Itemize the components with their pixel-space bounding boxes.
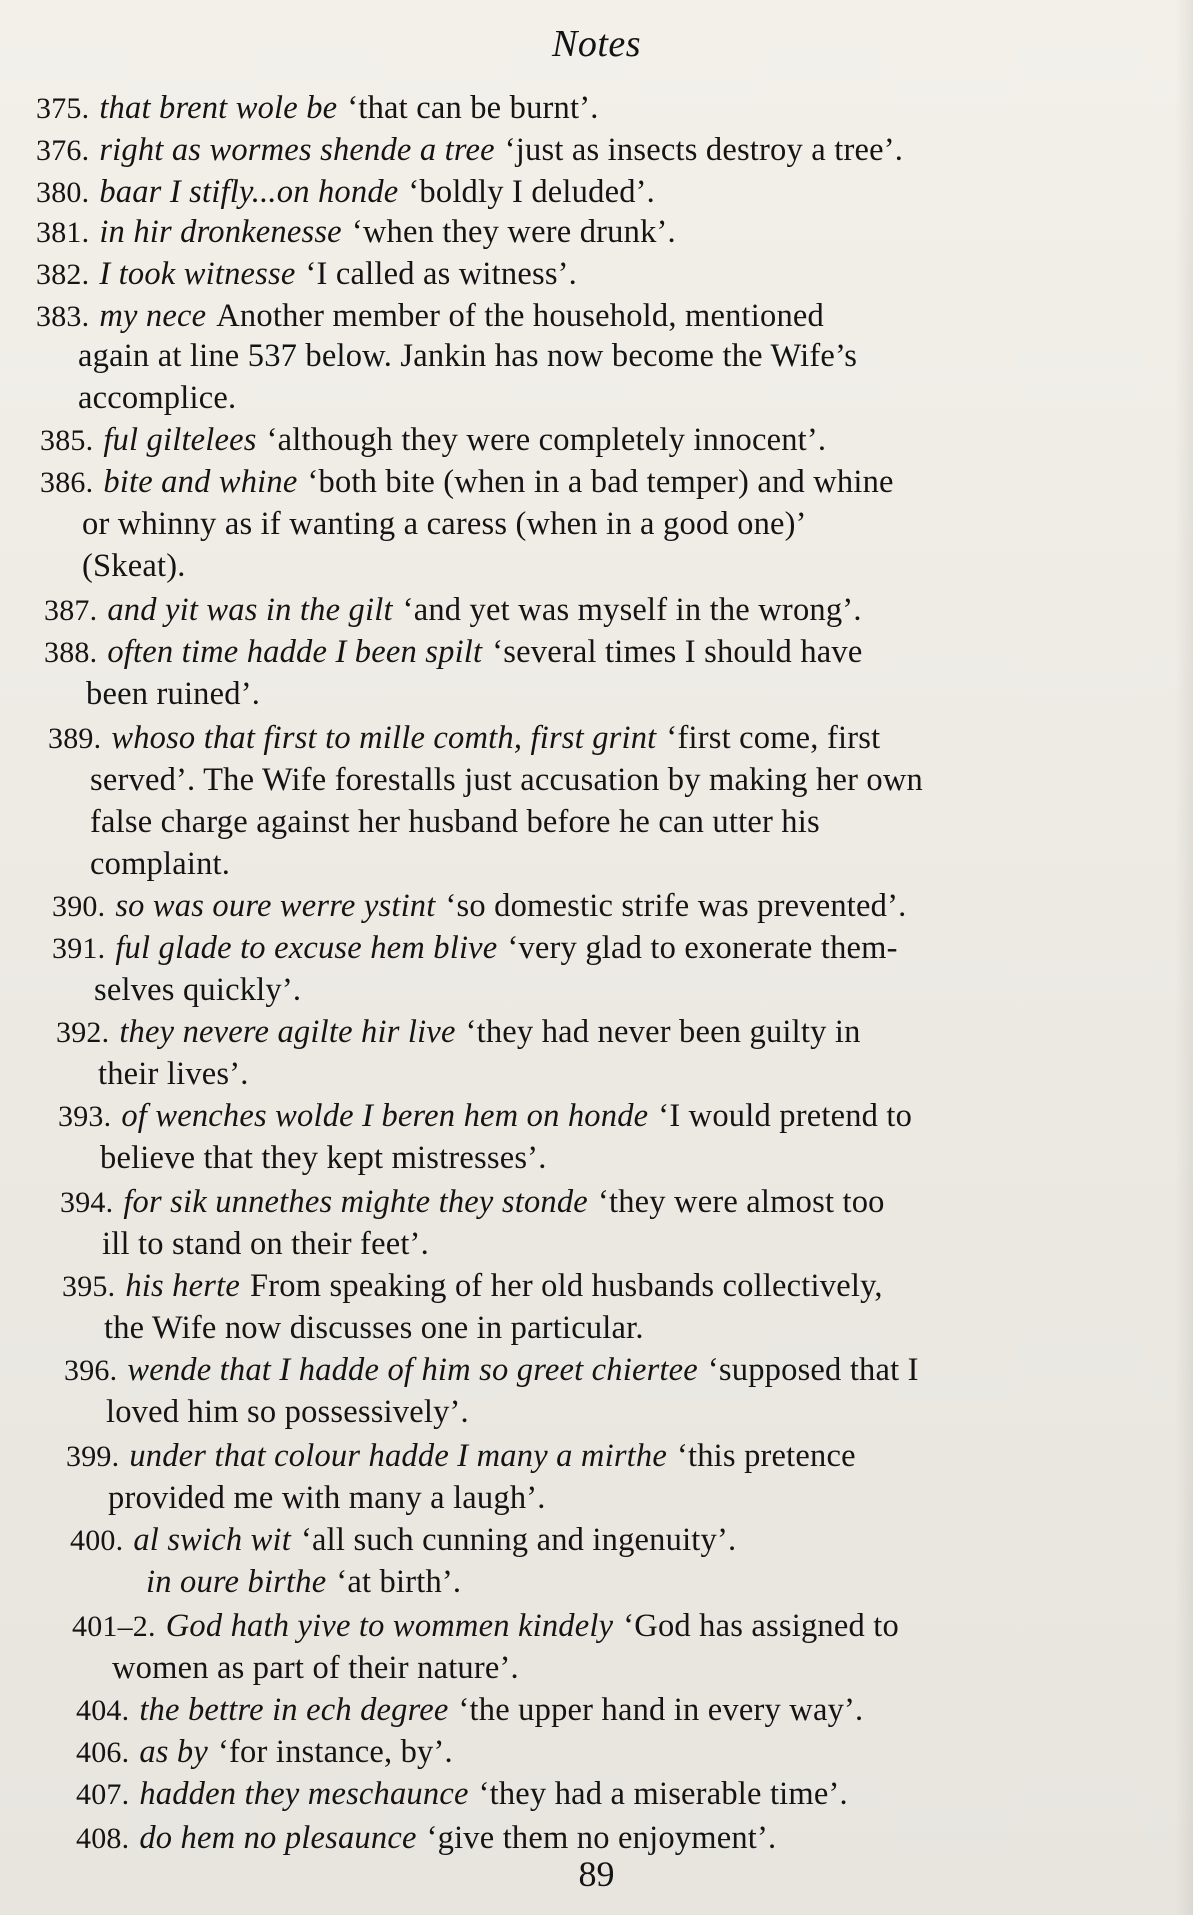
note-continuation-line: or whinny as if wanting a caress (when in a good one)’ <box>82 506 807 542</box>
note-first-line <box>52 928 898 969</box>
note-lemma: baar I stifly...on honde <box>99 174 399 210</box>
note-continuation-line: selves quickly’. <box>94 972 302 1008</box>
note-continuation-line: false charge against her husband before he can utter his <box>90 804 820 840</box>
line-number: 406. <box>76 1736 130 1769</box>
note-gloss: ‘several times I should have <box>492 634 863 670</box>
note-lemma: in hir dronkenesse <box>99 214 342 250</box>
note-gloss: ‘all such cunning and ingenuity’. <box>301 1522 737 1558</box>
note-gloss: ‘first come, first <box>666 720 881 756</box>
note-continuation-line: ill to stand on their feet’. <box>102 1226 429 1262</box>
line-number: 388. <box>44 636 98 669</box>
note-first-line <box>70 1520 736 1561</box>
note-continuation-line: complaint. <box>90 846 231 882</box>
note-gloss: ‘when they were drunk’. <box>351 214 676 250</box>
note-lemma: of wenches wolde I beren hem on honde <box>121 1098 649 1134</box>
line-number: 392. <box>56 1016 110 1049</box>
line-number: 382. <box>36 258 90 291</box>
line-number: 389. <box>48 722 102 755</box>
line-number: 390. <box>52 890 106 923</box>
line-number: 381. <box>36 216 90 249</box>
note-lemma: for sik unnethes mighte they stonde <box>123 1184 588 1220</box>
note-gloss: ‘and yet was myself in the wrong’. <box>402 592 862 628</box>
note-gloss: ‘this pretence <box>676 1438 856 1474</box>
note-lemma: hadden they meschaunce <box>139 1776 469 1812</box>
line-number: 408. <box>76 1822 130 1855</box>
note-lemma: and yit was in the gilt <box>107 592 393 628</box>
note-gloss: ‘both bite (when in a bad temper) and whine <box>307 464 894 500</box>
note-first-line <box>66 1436 856 1477</box>
note-lemma: I took witnesse <box>99 256 296 292</box>
note-first-line <box>36 296 824 337</box>
line-number: 401–2. <box>72 1610 156 1643</box>
note-first-line <box>76 1732 453 1773</box>
note-gloss: ‘I would pretend to <box>658 1098 913 1134</box>
note-gloss: ‘supposed that I <box>707 1352 919 1388</box>
line-number: 383. <box>36 300 90 333</box>
line-number: 386. <box>40 466 94 499</box>
page-number: 89 <box>578 1854 615 1894</box>
line-number: 404. <box>76 1694 130 1727</box>
note-gloss: ‘they had never been guilty in <box>465 1014 861 1050</box>
note-first-line <box>36 254 577 295</box>
note-lemma: that brent wole be <box>99 90 338 126</box>
note-first-line <box>76 1774 848 1815</box>
note-first-line <box>60 1182 885 1223</box>
note-lemma: as by <box>139 1734 209 1770</box>
note-first-line <box>44 632 862 673</box>
line-number: 394. <box>60 1186 114 1219</box>
line-number: 393. <box>58 1100 112 1133</box>
note-lemma: ful glade to excuse hem blive <box>115 930 498 966</box>
note-continuation-line: their lives’. <box>98 1056 249 1092</box>
note-lemma: often time hadde I been spilt <box>107 634 483 670</box>
note-lemma: my nece <box>99 298 207 334</box>
note-gloss: ‘they had a miserable time’. <box>478 1776 848 1812</box>
note-lemma: under that colour hadde I many a mirthe <box>129 1438 667 1474</box>
note-first-line <box>58 1096 912 1137</box>
note-lemma: right as wormes shende a tree <box>99 132 495 168</box>
note-gloss: ‘God has assigned to <box>623 1608 899 1644</box>
note-gloss: ‘that can be burnt’. <box>347 90 599 126</box>
note-gloss: ‘very glad to exonerate them- <box>507 930 898 966</box>
note-continuation-line: again at line 537 below. Jankin has now become the Wife’s <box>78 338 858 374</box>
note-lemma: ful giltelees <box>103 422 257 458</box>
note-lemma: God hath yive to wommen kindely <box>165 1608 614 1644</box>
note-first-line <box>146 1562 461 1602</box>
note-first-line <box>52 886 906 927</box>
note-gloss: ‘at birth’. <box>336 1564 462 1600</box>
note-continuation-line: loved him so possessively’. <box>106 1394 469 1430</box>
line-number: 396. <box>64 1354 118 1387</box>
note-first-line <box>76 1690 863 1731</box>
note-lemma: his herte <box>125 1268 240 1304</box>
note-lemma: so was oure werre ystint <box>115 888 436 924</box>
note-first-line <box>36 88 599 129</box>
line-number: 385. <box>40 424 94 457</box>
line-number: 376. <box>36 134 90 167</box>
note-gloss: ‘I called as witness’. <box>305 256 578 292</box>
note-gloss: Another member of the household, mentioned <box>216 298 824 334</box>
line-number: 395. <box>62 1270 116 1303</box>
line-number: 407. <box>76 1778 130 1811</box>
note-gloss: From speaking of her old husbands collectively, <box>249 1268 883 1304</box>
note-gloss: ‘boldly I deluded’. <box>408 174 655 210</box>
note-first-line <box>72 1606 899 1647</box>
line-number: 380. <box>36 176 90 209</box>
note-gloss: ‘just as insects destroy a tree’. <box>504 132 904 168</box>
note-first-line <box>36 172 655 213</box>
note-lemma: wende that I hadde of him so greet chiertee <box>127 1352 698 1388</box>
running-head: Notes <box>551 23 642 65</box>
note-continuation-line: served’. The Wife forestalls just accusation by making her own <box>90 762 923 798</box>
line-number: 375. <box>36 92 90 125</box>
note-first-line <box>62 1266 883 1307</box>
line-number: 400. <box>70 1524 124 1557</box>
note-first-line <box>40 462 894 503</box>
line-number: 387. <box>44 594 98 627</box>
note-first-line <box>44 590 862 631</box>
note-lemma: in oure birthe <box>146 1564 327 1600</box>
note-gloss: ‘they were almost too <box>597 1184 885 1220</box>
note-lemma: whoso that first to mille comth, first grint <box>111 720 657 756</box>
note-continuation-line: (Skeat). <box>82 548 186 584</box>
note-lemma: al swich wit <box>133 1522 292 1558</box>
note-first-line <box>36 212 676 253</box>
note-first-line <box>56 1012 861 1053</box>
note-lemma: they nevere agilte hir live <box>119 1014 456 1050</box>
note-continuation-line: been ruined’. <box>86 676 261 712</box>
note-continuation-line: accomplice. <box>78 380 237 416</box>
note-continuation-line: women as part of their nature’. <box>112 1650 519 1686</box>
note-continuation-line: believe that they kept mistresses’. <box>100 1140 547 1176</box>
note-gloss: ‘the upper hand in every way’. <box>458 1692 864 1728</box>
note-gloss: ‘so domestic strife was prevented’. <box>445 888 907 924</box>
note-continuation-line: the Wife now discusses one in particular. <box>104 1310 644 1346</box>
note-first-line <box>48 718 880 759</box>
note-first-line <box>64 1350 919 1391</box>
note-first-line <box>40 420 826 461</box>
page-edge-shadow <box>1175 0 1193 1915</box>
note-lemma: bite and whine <box>103 464 298 500</box>
note-lemma: do hem no plesaunce <box>139 1820 417 1856</box>
note-first-line <box>36 130 903 171</box>
note-lemma: the bettre in ech degree <box>139 1692 449 1728</box>
note-continuation-line: provided me with many a laugh’. <box>108 1480 546 1516</box>
note-gloss: ‘give them no enjoyment’. <box>426 1820 777 1856</box>
line-number: 391. <box>52 932 106 965</box>
line-number: 399. <box>66 1440 120 1473</box>
note-gloss: ‘although they were completely innocent’. <box>266 422 827 458</box>
note-gloss: ‘for instance, by’. <box>218 1734 453 1770</box>
